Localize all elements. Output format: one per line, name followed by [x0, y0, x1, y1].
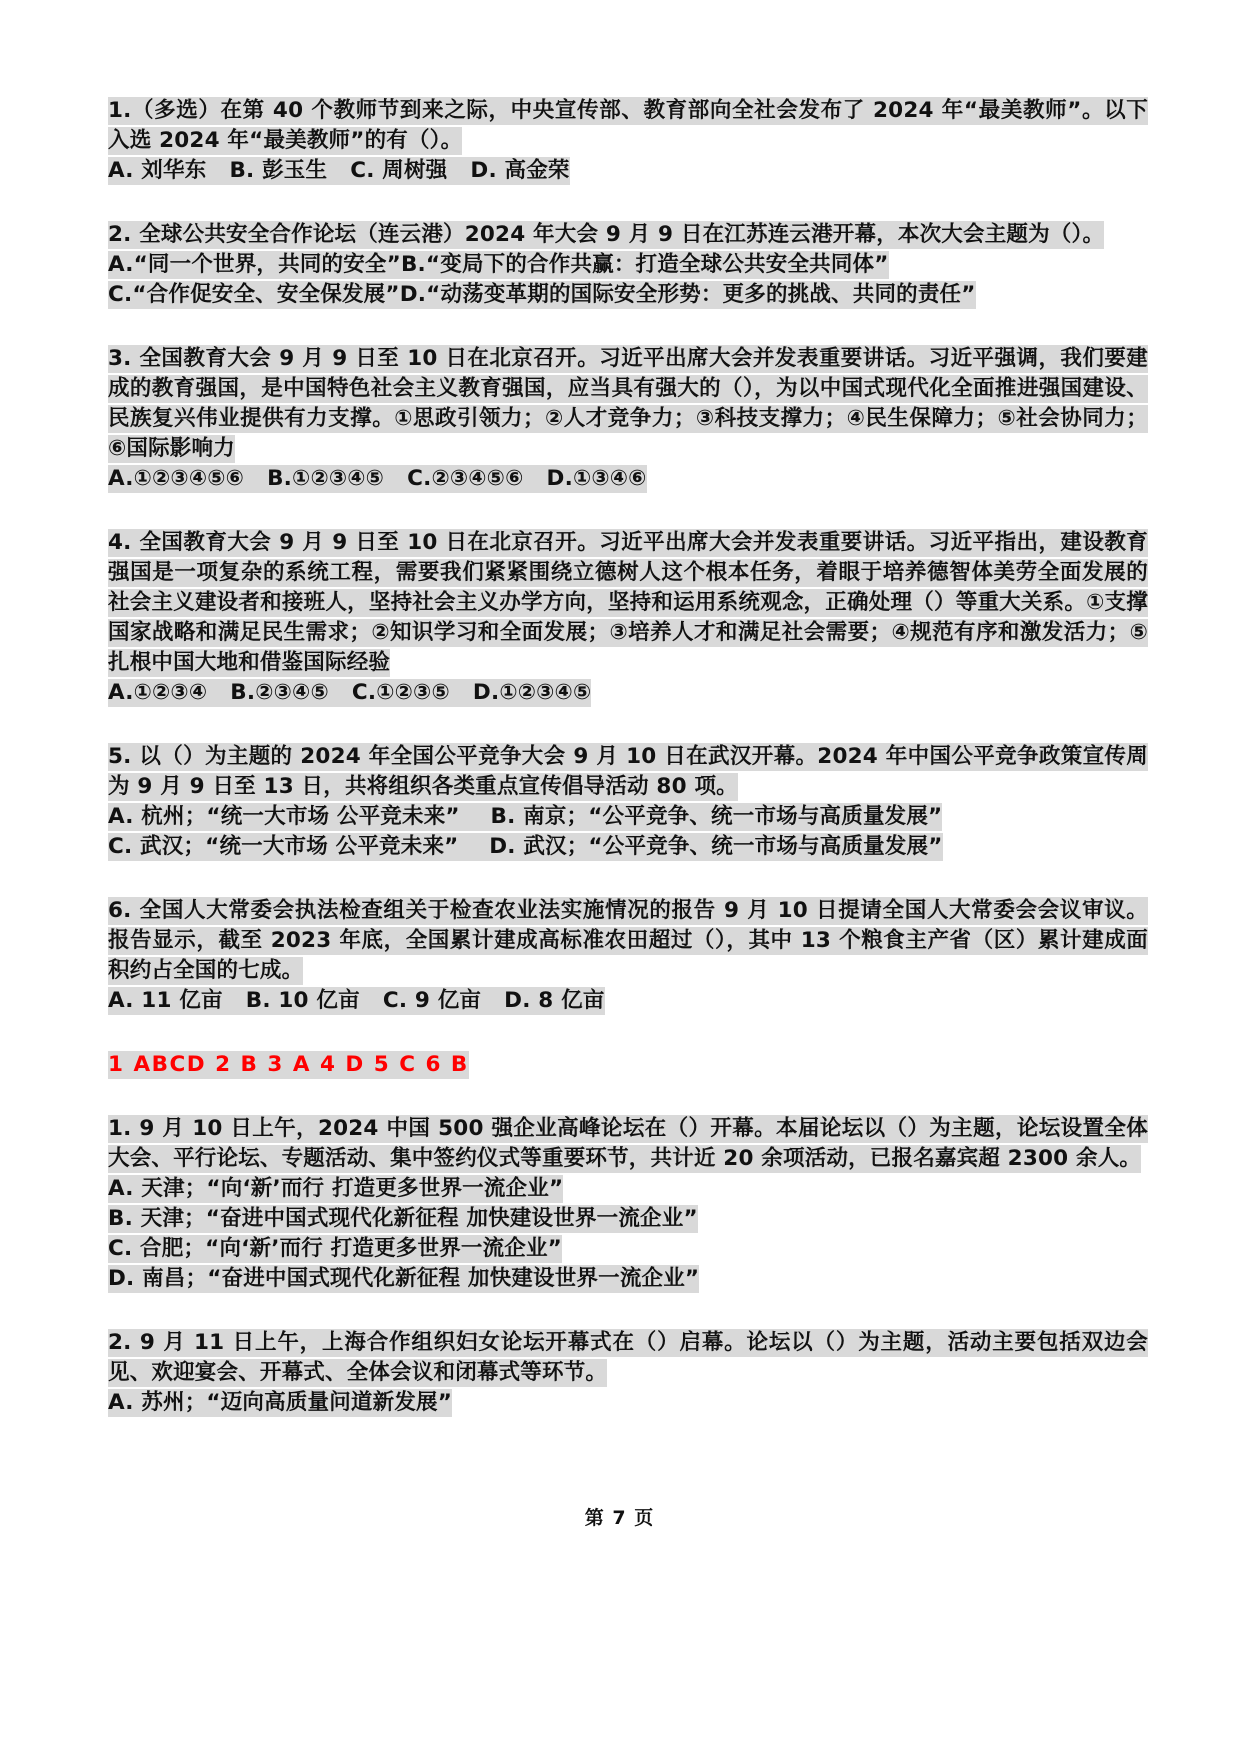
answer-key-text: 1 ABCD 2 B 3 A 4 D 5 C 6 B — [108, 1052, 469, 1077]
question-stem-text: 2. 9 月 11 日上午，上海合作组织妇女论坛开幕式在（）启幕。论坛以（）为主题，活动主要包括双边会见、欢迎宴会、开幕式、全体会议和闭幕式等环节。 — [108, 1330, 1148, 1385]
option-line: C.“合作促安全、安全保发展”D.“动荡变革期的国际安全形势：更多的挑战、共同的责任” — [108, 282, 976, 307]
answer-key-line — [108, 1050, 1148, 1080]
question-options — [108, 464, 1148, 494]
option-line: A. 刘华东 B. 彭玉生 C. 周树强 D. 高金荣 — [108, 158, 570, 183]
option-line: A. 杭州；“统一大市场 公平竞未来” B. 南京；“公平竞争、统一市场与高质量发展” — [108, 804, 943, 829]
question-stem-text: 6. 全国人大常委会执法检查组关于检查农业法实施情况的报告 9 月 10 日提请全国人大常委会会议审议。报告显示，截至 2023 年底，全国累计建成高标准农田超过（），其中 13 个粮食主产省（区）累计建成面积约占全国的七成。 — [108, 898, 1148, 983]
page-number: 第 7 页 — [584, 1507, 655, 1529]
question-block — [108, 344, 1148, 494]
question-stem — [108, 528, 1148, 678]
question-stem-text: 1.（多选）在第 40 个教师节到来之际，中央宣传部、教育部向全社会发布了 2024 年“最美教师”。以下入选 2024 年“最美教师”的有（）。 — [108, 98, 1148, 153]
option-line: B. 天津；“奋进中国式现代化新征程 加快建设世界一流企业” — [108, 1206, 698, 1231]
question-stem — [108, 96, 1148, 156]
option-line: A.“同一个世界，共同的安全”B.“变局下的合作共赢：打造全球公共安全共同体” — [108, 252, 889, 277]
question-stem — [108, 896, 1148, 986]
question-options — [108, 832, 1148, 862]
question-stem — [108, 220, 1148, 250]
question-options — [108, 678, 1148, 708]
question-options — [108, 1388, 1148, 1418]
page-footer — [0, 1505, 1239, 1531]
question-block — [108, 896, 1148, 1016]
question-options — [108, 986, 1148, 1016]
question-options — [108, 156, 1148, 186]
option-line: A. 天津；“向‘新’而行 打造更多世界一流企业” — [108, 1176, 564, 1201]
question-options — [108, 1234, 1148, 1264]
question-stem — [108, 742, 1148, 802]
option-line: D. 南昌；“奋进中国式现代化新征程 加快建设世界一流企业” — [108, 1266, 700, 1291]
option-line: A. 苏州；“迈向高质量问道新发展” — [108, 1390, 453, 1415]
question-block — [108, 96, 1148, 186]
question-block — [108, 742, 1148, 862]
page-content — [108, 96, 1148, 1418]
question-stem-text: 2. 全球公共安全合作论坛（连云港）2024 年大会 9 月 9 日在江苏连云港开幕，本次大会主题为（）。 — [108, 222, 1105, 247]
option-line: C. 武汉；“统一大市场 公平竞未来” D. 武汉；“公平竞争、统一市场与高质量发展” — [108, 834, 943, 859]
question-block — [108, 1114, 1148, 1294]
question-block — [108, 1328, 1148, 1418]
option-line: A.①②③④⑤⑥ B.①②③④⑤ C.②③④⑤⑥ D.①③④⑥ — [108, 466, 647, 491]
question-stem-text: 5. 以（）为主题的 2024 年全国公平竞争大会 9 月 10 日在武汉开幕。2024 年中国公平竞争政策宣传周为 9 月 9 日至 13 日，共将组织各类重点宣传倡导活动 80 项。 — [108, 744, 1148, 799]
question-stem — [108, 344, 1148, 464]
question-stem-text: 4. 全国教育大会 9 月 9 日至 10 日在北京召开。习近平出席大会并发表重要讲话。习近平指出，建设教育强国是一项复杂的系统工程，需要我们紧紧围绕立德树人这个根本任务，着眼于培养德智体美劳全面发展的社会主义建设者和接班人，坚持社会主义办学方向，坚持和运用系统观念，正确处理（）等重大关系。①支撑国家战略和满足民生需求；②知识学习和全面发展；③培养人才和满足社会需要；④规范有序和激发活力；⑤扎根中国大地和借鉴国际经验 — [108, 530, 1148, 675]
question-stem-text: 3. 全国教育大会 9 月 9 日至 10 日在北京召开。习近平出席大会并发表重要讲话。习近平强调，我们要建成的教育强国，是中国特色社会主义教育强国，应当具有强大的（），为以中国式现代化全面推进强国建设、民族复兴伟业提供有力支撑。①思政引领力；②人才竞争力；③科技支撑力；④民生保障力；⑤社会协同力；⑥国际影响力 — [108, 346, 1148, 461]
question-options — [108, 280, 1148, 310]
question-stem — [108, 1114, 1148, 1174]
question-block — [108, 220, 1148, 310]
question-options — [108, 1204, 1148, 1234]
answer-key — [108, 1050, 1148, 1080]
question-stem — [108, 1328, 1148, 1388]
question-options — [108, 1264, 1148, 1294]
question-stem-text: 1. 9 月 10 日上午，2024 中国 500 强企业高峰论坛在（）开幕。本届论坛以（）为主题，论坛设置全体大会、平行论坛、专题活动、集中签约仪式等重要环节，共计近 20 余项活动，已报名嘉宾超 2300 余人。 — [108, 1116, 1148, 1171]
question-options — [108, 802, 1148, 832]
question-options — [108, 250, 1148, 280]
question-options — [108, 1174, 1148, 1204]
option-line: A. 11 亿亩 B. 10 亿亩 C. 9 亿亩 D. 8 亿亩 — [108, 988, 605, 1013]
question-block — [108, 528, 1148, 708]
option-line: A.①②③④ B.②③④⑤ C.①②③⑤ D.①②③④⑤ — [108, 680, 592, 705]
option-line: C. 合肥；“向‘新’而行 打造更多世界一流企业” — [108, 1236, 563, 1261]
